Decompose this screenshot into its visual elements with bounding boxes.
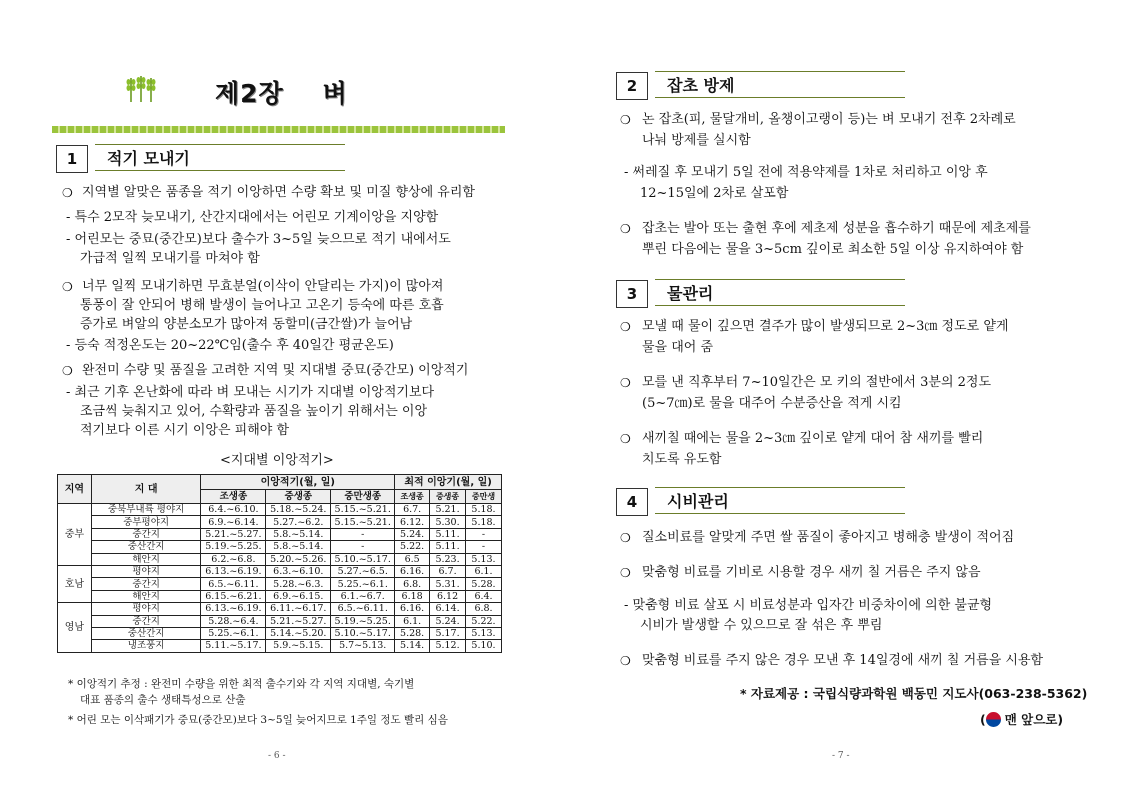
date-cell: 5.24. <box>430 615 466 627</box>
paragraph: 통풍이 잘 안되어 병해 발생이 늘어나고 고온기 등숙에 따른 호흡 <box>80 298 444 313</box>
home-link-paren: ) <box>1057 712 1064 727</box>
paragraph: - 최근 기후 온난화에 따라 벼 모내는 시기가 지대별 이앙적기보다 <box>66 385 435 400</box>
circle-bullet-icon: ❍ <box>620 376 631 390</box>
date-cell: 6.5 <box>395 553 430 565</box>
paragraph: ❍ 맞춤형 비료를 기비로 시용할 경우 새끼 칠 거름은 주지 않음 <box>620 562 981 584</box>
date-cell: 5.10.~5.17. <box>331 553 395 565</box>
zone-cell: 중산간지 <box>91 627 201 639</box>
date-cell: 6.7. <box>430 565 466 577</box>
paragraph: 적기보다 이른 시기 이앙은 피해야 함 <box>80 423 290 438</box>
page-number: - 6 - <box>268 751 286 761</box>
date-cell: 6.14. <box>430 603 466 615</box>
home-link-label[interactable]: 맨 앞으로 <box>1004 712 1058 727</box>
date-cell: 5.8.~5.14. <box>266 528 331 540</box>
circle-bullet-icon: ❍ <box>62 186 73 200</box>
date-cell: 6.7. <box>395 504 430 516</box>
region-cell: 호남 <box>58 565 92 602</box>
date-cell: 5.9.~5.15. <box>266 640 331 652</box>
paragraph: ❍ 지역별 알맞은 품종을 적기 이앙하면 수량 확보 및 미질 향상에 유리함 <box>62 182 475 204</box>
circle-bullet-icon: ❍ <box>620 320 631 334</box>
date-cell: 6.4.~6.10. <box>201 504 266 516</box>
planting-date-table <box>57 474 502 653</box>
section-title: 적기 모내기 <box>95 144 345 171</box>
date-cell: 5.14. <box>395 640 430 652</box>
zone-cell: 평야지 <box>91 603 201 615</box>
date-cell: 5.24. <box>395 528 430 540</box>
paragraph: 물을 대어 줌 <box>642 340 714 355</box>
header-optimal-date: 최적 이앙기(월, 일) <box>395 475 502 490</box>
date-cell: 5.21. <box>430 504 466 516</box>
paragraph: ❍ 너무 일찍 모내기하면 무효분얼(이삭이 안달리는 가지)이 많아져 <box>62 276 443 298</box>
date-cell: 5.27.~6.5. <box>331 565 395 577</box>
date-cell: - <box>466 528 502 540</box>
date-cell: 6.16. <box>395 565 430 577</box>
header-planting-period: 이앙적기(월, 일) <box>201 475 395 490</box>
date-cell: 5.17. <box>430 627 466 639</box>
paragraph: - 등숙 적정온도는 20~22℃임(출수 후 40일간 평균온도) <box>66 338 394 353</box>
date-cell: 5.15.~5.21. <box>331 504 395 516</box>
table-row <box>58 565 502 577</box>
date-cell: 5.12. <box>430 640 466 652</box>
table-caption: <지대별 이앙적기> <box>220 453 334 468</box>
zone-cell: 중간지 <box>91 615 201 627</box>
date-cell: 5.22. <box>466 615 502 627</box>
zone-cell: 냉조풍지 <box>91 640 201 652</box>
header-sub: 조생종 <box>395 490 430 504</box>
paragraph: 뿌린 다음에는 물을 3~5cm 깊이로 최소한 5일 이상 유지하여야 함 <box>642 242 1024 257</box>
paragraph: ❍ 논 잡초(피, 물달개비, 올챙이고랭이 등)는 벼 모내기 전후 2차례로 <box>620 109 1016 131</box>
date-cell: 5.19.~5.25. <box>201 541 266 553</box>
date-cell: 6.3.~6.10. <box>266 565 331 577</box>
date-cell: 5.21.~5.27. <box>266 615 331 627</box>
region-cell: 중부 <box>58 504 92 566</box>
date-cell: - <box>466 541 502 553</box>
date-cell: 5.14.~5.20. <box>266 627 331 639</box>
header-sub: 중생종 <box>266 490 331 504</box>
date-cell: - <box>331 541 395 553</box>
home-link-paren: ( <box>980 712 986 727</box>
chapter-title: 제2장 벼 <box>215 79 348 108</box>
date-cell: 6.8. <box>395 578 430 590</box>
date-cell: 6.1. <box>395 615 430 627</box>
paragraph: - 특수 2모작 늦모내기, 산간지대에서는 어린모 기계이앙을 지양함 <box>66 210 439 225</box>
table-row <box>58 578 502 590</box>
circle-bullet-icon: ❍ <box>62 364 73 378</box>
paragraph: (5~7㎝)로 물을 대주어 수분증산을 적게 시킴 <box>642 396 902 411</box>
home-link[interactable] <box>980 710 1063 728</box>
date-cell: 5.20.~5.26. <box>266 553 331 565</box>
date-cell: 6.2.~6.8. <box>201 553 266 565</box>
footnote: * 이앙적기 추정 : 완전미 수량을 위한 최적 출수기와 각 지역 지대별, 숙기별 <box>68 678 415 690</box>
date-cell: 5.27.~6.2. <box>266 516 331 528</box>
zone-cell: 중간지 <box>91 578 201 590</box>
footnote: * 어린 모는 이삭패기가 중묘(중간모)보다 3~5일 늦어지므로 1주일 정도 빨리 심음 <box>68 714 448 726</box>
chapter-divider <box>52 126 505 133</box>
section-number: 3 <box>616 280 648 308</box>
table-row <box>58 640 502 652</box>
paragraph: ❍ 완전미 수량 및 품질을 고려한 지역 및 지대별 중묘(중간모) 이앙적기 <box>62 360 468 382</box>
date-cell: 5.7~5.13. <box>331 640 395 652</box>
paragraph: 조금씩 늦춰지고 있어, 수확량과 품질을 높이기 위해서는 이앙 <box>80 404 428 419</box>
date-cell: 5.28. <box>395 627 430 639</box>
circle-bullet-icon: ❍ <box>620 432 631 446</box>
date-cell: 5.11. <box>430 541 466 553</box>
header-sub: 중만생 <box>466 490 502 504</box>
date-cell: 6.9.~6.15. <box>266 590 331 602</box>
header-sub: 중생종 <box>430 490 466 504</box>
zone-cell: 중부평야지 <box>91 516 201 528</box>
table-row <box>58 528 502 540</box>
paragraph: 시비가 발생할 수 있으므로 잘 섞은 후 뿌림 <box>640 618 883 633</box>
section-title: 시비관리 <box>655 487 905 514</box>
date-cell: 5.10. <box>466 640 502 652</box>
circle-bullet-icon: ❍ <box>62 280 73 294</box>
date-cell: 5.18. <box>466 516 502 528</box>
date-cell: 6.11.~6.17. <box>266 603 331 615</box>
circle-bullet-icon: ❍ <box>620 566 631 580</box>
date-cell: 6.12 <box>430 590 466 602</box>
paragraph: ❍ 새끼칠 때에는 물을 2~3㎝ 깊이로 얕게 대어 참 새끼를 빨리 <box>620 428 983 450</box>
section-number: 4 <box>616 488 648 516</box>
date-cell: 5.11.~5.17. <box>201 640 266 652</box>
section-title: 잡초 방제 <box>655 71 905 98</box>
paragraph: 나눠 방제를 실시함 <box>642 133 751 148</box>
date-cell: 5.21.~5.27. <box>201 528 266 540</box>
date-cell: 5.18.~5.24. <box>266 504 331 516</box>
date-cell: 5.15.~5.21. <box>331 516 395 528</box>
table-row <box>58 541 502 553</box>
date-cell: 5.13. <box>466 553 502 565</box>
header-zone: 지 대 <box>91 475 201 504</box>
date-cell: 5.11. <box>430 528 466 540</box>
source-credit: * 자료제공 : 국립식량과학원 백동민 지도사(063-238-5362) <box>740 686 1088 701</box>
date-cell: 5.10.~5.17. <box>331 627 395 639</box>
section-number: 1 <box>56 145 88 173</box>
paragraph: ❍ 모를 낸 직후부터 7~10일간은 모 키의 절반에서 3분의 2정도 <box>620 372 991 394</box>
date-cell: 6.15.~6.21. <box>201 590 266 602</box>
date-cell: 6.4. <box>466 590 502 602</box>
table-row <box>58 516 502 528</box>
table-row <box>58 627 502 639</box>
paragraph: - 써레질 후 모내기 5일 전에 적용약제를 1차로 처리하고 이앙 후 <box>624 165 988 180</box>
paragraph: ❍ 모낼 때 물이 깊으면 결주가 많이 발생되므로 2~3㎝ 정도로 얕게 <box>620 316 1008 338</box>
date-cell: 5.13. <box>466 627 502 639</box>
date-cell: 6.8. <box>466 603 502 615</box>
paragraph: 12~15일에 2차로 살포함 <box>640 186 789 201</box>
date-cell: 5.23. <box>430 553 466 565</box>
section-title: 물관리 <box>655 279 905 306</box>
region-cell: 영남 <box>58 603 92 653</box>
zone-cell: 해안지 <box>91 553 201 565</box>
header-region: 지역 <box>58 475 92 504</box>
paragraph: - 어린모는 중묘(중간모)보다 출수가 3~5일 늦으므로 적기 내에서도 <box>66 232 451 247</box>
paragraph: 증가로 벼알의 양분소모가 많아져 동할미(금간쌀)가 늘어남 <box>80 317 413 332</box>
paragraph: ❍ 잡초는 발아 또는 출현 후에 제초제 성분을 흡수하기 때문에 제초제를 <box>620 218 1031 240</box>
date-cell: 6.12. <box>395 516 430 528</box>
circle-bullet-icon: ❍ <box>620 113 631 127</box>
korea-emblem-icon <box>986 712 1001 727</box>
date-cell: 5.28.~6.4. <box>201 615 266 627</box>
date-cell: 5.31. <box>430 578 466 590</box>
paragraph: ❍ 질소비료를 알맞게 주면 쌀 품질이 좋아지고 병해충 발생이 적어짐 <box>620 527 1014 549</box>
date-cell: 5.22. <box>395 541 430 553</box>
circle-bullet-icon: ❍ <box>620 531 631 545</box>
date-cell: 6.1.~6.7. <box>331 590 395 602</box>
header-sub: 조생종 <box>201 490 266 504</box>
circle-bullet-icon: ❍ <box>620 222 631 236</box>
zone-cell: 중북부내륙 평야지 <box>91 504 201 516</box>
date-cell: 5.25.~6.1. <box>331 578 395 590</box>
date-cell: 5.28. <box>466 578 502 590</box>
paragraph: 치도록 유도함 <box>642 452 722 467</box>
section-number: 2 <box>616 72 648 100</box>
table-row <box>58 615 502 627</box>
date-cell: 6.9.~6.14. <box>201 516 266 528</box>
date-cell: 5.28.~6.3. <box>266 578 331 590</box>
date-cell: 6.1. <box>466 565 502 577</box>
paragraph: 가급적 일찍 모내기를 마쳐야 함 <box>80 251 260 266</box>
date-cell: 6.5.~6.11. <box>201 578 266 590</box>
paragraph: - 맞춤형 비료 살포 시 비료성분과 입자간 비중차이에 의한 불균형 <box>624 598 993 613</box>
table-row <box>58 553 502 565</box>
footnote: 대표 품종의 출수 생태특성으로 산출 <box>80 694 246 706</box>
table-row <box>58 603 502 615</box>
paragraph: ❍ 맞춤형 비료를 주지 않은 경우 모낸 후 14일경에 새끼 칠 거름을 시용함 <box>620 650 1043 672</box>
table-row <box>58 504 502 516</box>
date-cell: - <box>331 528 395 540</box>
zone-cell: 중간지 <box>91 528 201 540</box>
header-sub: 중만생종 <box>331 490 395 504</box>
date-cell: 5.30. <box>430 516 466 528</box>
zone-cell: 해안지 <box>91 590 201 602</box>
page-number: - 7 - <box>832 751 850 761</box>
date-cell: 5.18. <box>466 504 502 516</box>
date-cell: 5.25.~6.1. <box>201 627 266 639</box>
date-cell: 6.16. <box>395 603 430 615</box>
date-cell: 5.19.~5.25. <box>331 615 395 627</box>
zone-cell: 평야지 <box>91 565 201 577</box>
date-cell: 5.8.~5.14. <box>266 541 331 553</box>
zone-cell: 중산간지 <box>91 541 201 553</box>
circle-bullet-icon: ❍ <box>620 654 631 668</box>
date-cell: 6.18 <box>395 590 430 602</box>
wheat-icon <box>124 72 158 104</box>
table-row <box>58 590 502 602</box>
date-cell: 6.13.~6.19. <box>201 603 266 615</box>
date-cell: 6.13.~6.19. <box>201 565 266 577</box>
date-cell: 6.5.~6.11. <box>331 603 395 615</box>
